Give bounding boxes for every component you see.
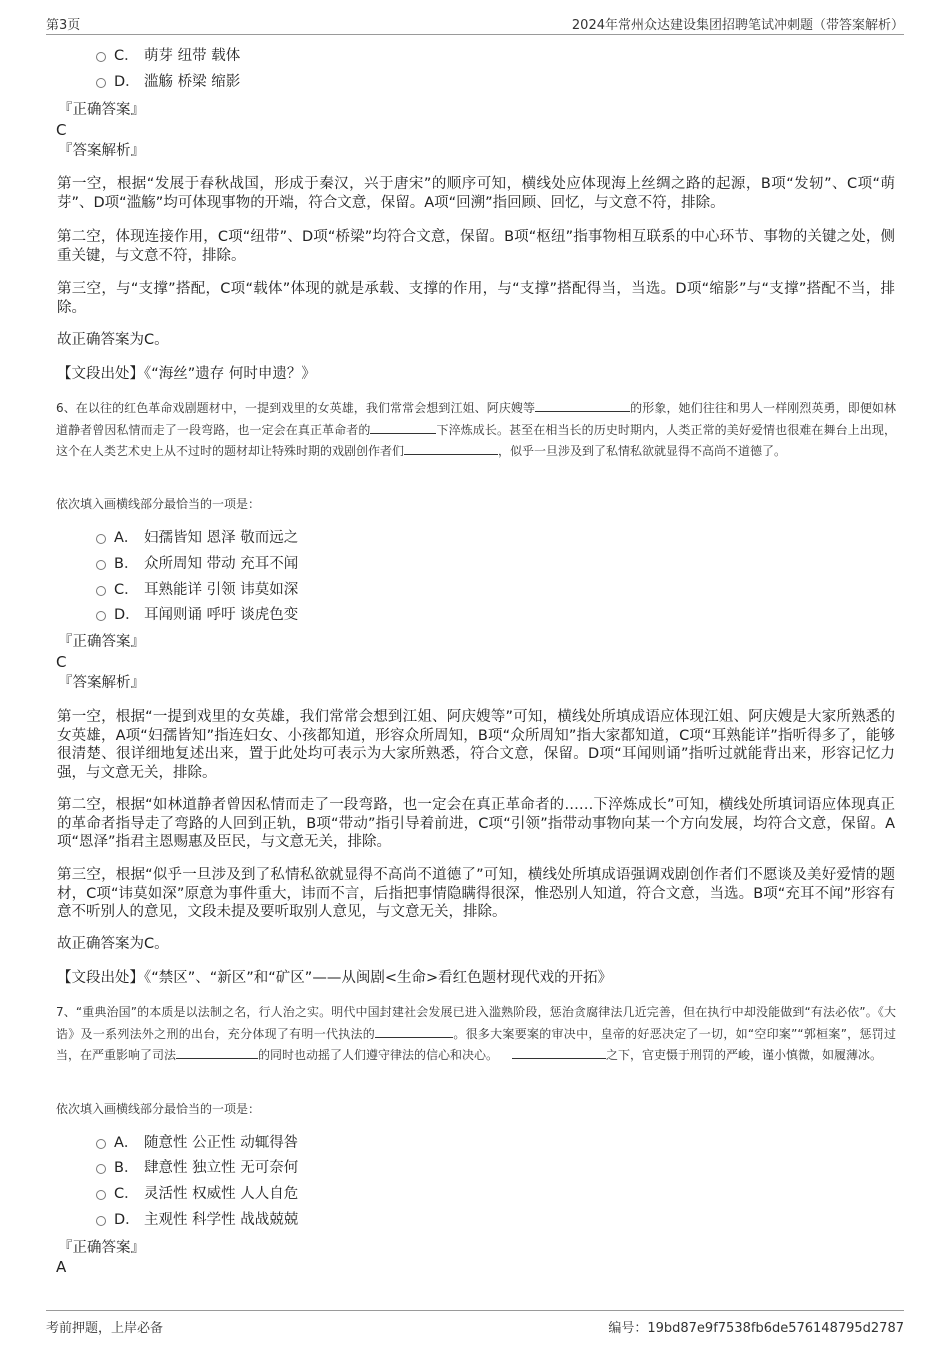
- answer-label: 『正确答案』: [58, 634, 145, 650]
- blank: [375, 1025, 453, 1038]
- radio-icon[interactable]: [96, 534, 106, 544]
- analysis-conclusion: 故正确答案为C。: [57, 936, 169, 952]
- radio-icon[interactable]: [96, 1216, 106, 1226]
- option-d[interactable]: D． 滥觞 桥梁 缩影: [96, 71, 240, 93]
- analysis-paragraph: 第三空，与“支撑”搭配，C项“载体”体现的就是承载、支撑的作用，与“支撑”搭配得当，当选。D项“缩影”与“支撑”搭配不当，排除。: [57, 281, 895, 316]
- question-7-text: 7、“重典治国”的本质是以法制之名，行人治之实。明代中国封建社会发展已进入滥熟阶段，惩治贪腐律法几近完善，但在执行中却没能做到“有法必依”。《大诰》及一系列法外之刑的出台，充分体现了有明一代执法的 。很多大案要案的审决中，皇帝的好恶决定了一切，如“空印案”“郭桓案”，惩罚过当，在严重影响了司法 的同时也动摇了人们遵守律法的信心和决心。 之下，官吏慑于刑罚的严峻，谨小慎微，如履薄冰。: [56, 1005, 896, 1062]
- option-c[interactable]: C． 耳熟能详 引领 讳莫如深: [96, 579, 298, 601]
- radio-icon[interactable]: [96, 1164, 106, 1174]
- source-citation: 【文段出处】《“禁区”、“新区”和“矿区”——从闽剧<生命>看红色题材现代戏的开拓》: [57, 970, 613, 986]
- option-a[interactable]: A． 随意性 公正性 动辄得咎: [96, 1132, 298, 1154]
- analysis-paragraph: 第一空，根据“发展于春秋战国，形成于秦汉，兴于唐宋”的顺序可知，横线处应体现海上丝绸之路的起源，B项“发轫”、C项“萌芽”、D项“滥觞”均可体现事物的开端，符合文意，保留。A项“回溯”指回顾、回忆，与文意不符，排除。: [57, 176, 895, 211]
- footer-slogan: 考前押题，上岸必备: [46, 1321, 164, 1336]
- analysis-label: 『答案解析』: [58, 675, 145, 691]
- option-c[interactable]: C． 萌芽 纽带 载体: [96, 45, 240, 67]
- analysis-paragraph: 第一空，根据“一提到戏里的女英雄，我们常常会想到江姐、阿庆嫂等”可知，横线处所填成语应体现江姐、阿庆嫂是大家所熟悉的女英雄，A项“妇孺皆知”指连妇女、小孩都知道，形容众所周知，B项“众所周知”指大家都知道，C项“耳熟能详”指听得多了，能够很清楚、很详细地复述出来，置于此处均可表示为大家所熟悉，符合文意，保留。D项“耳闻则诵”指听过就能背出来，形容记忆力强，与文意无关，排除。: [57, 709, 895, 781]
- radio-icon[interactable]: [96, 78, 106, 88]
- blank: [404, 442, 498, 455]
- blank: [512, 1046, 606, 1059]
- option-d[interactable]: D． 耳闻则诵 呼吁 谈虎色变: [96, 604, 298, 626]
- blank: [176, 1046, 258, 1059]
- blank: [370, 421, 436, 434]
- answer-label: 『正确答案』: [58, 102, 145, 118]
- option-b[interactable]: B． 肆意性 独立性 无可奈何: [96, 1157, 298, 1179]
- blank: [535, 399, 630, 412]
- option-a[interactable]: A． 妇孺皆知 恩泽 敬而远之: [96, 527, 298, 549]
- radio-icon[interactable]: [96, 1190, 106, 1200]
- page-footer: [46, 1310, 904, 1337]
- option-d[interactable]: D． 主观性 科学性 战战兢兢: [96, 1209, 298, 1231]
- document-code: 编号：19bd87e9f7538fb6de576148795d2787: [608, 1321, 904, 1336]
- radio-icon[interactable]: [96, 1139, 106, 1149]
- page-header: [46, 12, 904, 35]
- radio-icon[interactable]: [96, 560, 106, 570]
- question-6-text: 6、在以往的红色革命戏剧题材中，一提到戏里的女英雄，我们常常会想到江姐、阿庆嫂等 的形象，她们往往和男人一样刚烈英勇，即便如林道静者曾因私情而走了一段弯路，也一定会在真正革命者的 下淬炼成长。甚至在相当长的历史时期内，人类正常的美好爱情也很难在舞台上出现，这个在人类艺术史上从不过时的题材却让特殊时期的戏剧创作者们 ，似乎一旦涉及到了私情私欲就显得不高尚不道德了。: [56, 401, 896, 458]
- page-number: 第3页: [46, 18, 81, 33]
- analysis-paragraph: 第三空，根据“似乎一旦涉及到了私情私欲就显得不高尚不道德了”可知，横线处所填成语强调戏剧创作者们不愿谈及美好爱情的题材，C项“讳莫如深”原意为事件重大，讳而不言，后指把事情隐瞒得很深，惟恐别人知道，符合文意，当选。B项“充耳不闻”形容有意不听别人的意见，文段未提及要听取别人意见，与文意无关，排除。: [57, 867, 895, 920]
- option-c[interactable]: C． 灵活性 权威性 人人自危: [96, 1183, 298, 1205]
- answer-value: A: [56, 1258, 67, 1276]
- radio-icon[interactable]: [96, 586, 106, 596]
- radio-icon[interactable]: [96, 52, 106, 62]
- analysis-paragraph: 第二空，体现连接作用，C项“纽带”、D项“桥梁”均符合文意，保留。B项“枢纽”指事物相互联系的中心环节、事物的关键之处，侧重关键，与文意不符，排除。: [57, 229, 895, 264]
- analysis-paragraph: 第二空，根据“如林道静者曾因私情而走了一段弯路，也一定会在真正革命者的……下淬炼成长”可知，横线处所填词语应体现真正的革命者指导走了弯路的人回到正轨，B项“带动”指引导着前进，C项“引领”指带动事物向某一个方向发展，均符合文意，保留。A项“恩泽”指君主恩赐惠及臣民，与文意无关，排除。: [57, 797, 895, 850]
- document-title: 2024年常州众达建设集团招聘笔试冲刺题（带答案解析）: [571, 18, 904, 33]
- answer-label: 『正确答案』: [58, 1240, 145, 1256]
- analysis-label: 『答案解析』: [58, 143, 145, 159]
- answer-value: C: [56, 121, 67, 139]
- analysis-conclusion: 故正确答案为C。: [57, 332, 169, 348]
- question-instruction: 依次填入画横线部分最恰当的一项是：: [56, 1102, 261, 1116]
- radio-icon[interactable]: [96, 611, 106, 621]
- answer-value: C: [56, 653, 67, 671]
- source-citation: 【文段出处】《“海丝”遗存 何时申遗？》: [57, 366, 316, 382]
- question-instruction: 依次填入画横线部分最恰当的一项是：: [56, 497, 261, 511]
- option-b[interactable]: B． 众所周知 带动 充耳不闻: [96, 553, 298, 575]
